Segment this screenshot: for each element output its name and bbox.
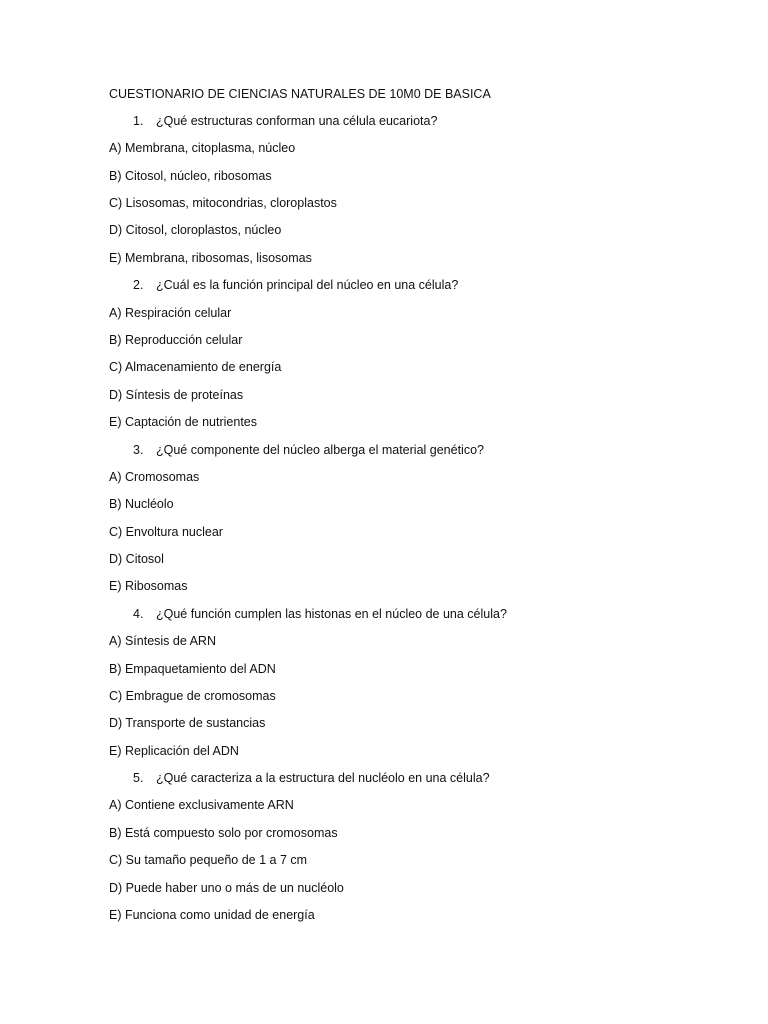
question-number: 1. (133, 114, 144, 128)
answer-option: E) Replicación del ADN (109, 744, 239, 758)
answer-option: B) Empaquetamiento del ADN (109, 662, 276, 676)
question-number: 4. (133, 607, 144, 621)
answer-option: E) Captación de nutrientes (109, 415, 258, 429)
answer-option: A) Síntesis de ARN (109, 634, 216, 648)
answer-option: D) Puede haber uno o más de un nucléolo (109, 881, 344, 895)
answer-option: D) Síntesis de proteínas (109, 388, 244, 402)
answer-option: C) Lisosomas, mitocondrias, cloroplastos (109, 196, 337, 210)
question-1 (133, 114, 437, 128)
answer-option: C) Su tamaño pequeño de 1 a 7 cm (109, 853, 308, 867)
answer-option: D) Citosol (109, 552, 164, 566)
question-3 (133, 443, 484, 457)
question-number: 2. (133, 278, 144, 292)
question-number: 5. (133, 771, 144, 785)
answer-option: E) Ribosomas (109, 579, 188, 593)
answer-option: A) Contiene exclusivamente ARN (109, 798, 294, 812)
answer-option: C) Almacenamiento de energía (109, 360, 282, 374)
question-text: ¿Qué estructuras conforman una célula eucariota? (156, 114, 438, 128)
answer-option: D) Transporte de sustancias (109, 716, 266, 730)
question-text: ¿Qué componente del núcleo alberga el material genético? (156, 443, 484, 457)
question-text: ¿Qué caracteriza a la estructura del nucléolo en una célula? (156, 771, 490, 785)
answer-option: A) Cromosomas (109, 470, 200, 484)
question-text: ¿Cuál es la función principal del núcleo en una célula? (156, 278, 459, 292)
answer-option: B) Reproducción celular (109, 333, 243, 347)
question-5 (133, 771, 490, 785)
answer-option: D) Citosol, cloroplastos, núcleo (109, 223, 282, 237)
question-number: 3. (133, 443, 144, 457)
question-2 (133, 278, 458, 292)
document-title: CUESTIONARIO DE CIENCIAS NATURALES DE 10M0 DE BASICA (109, 87, 491, 101)
answer-option: B) Nucléolo (109, 497, 174, 511)
answer-option: A) Membrana, citoplasma, núcleo (109, 141, 296, 155)
answer-option: B) Citosol, núcleo, ribosomas (109, 169, 272, 183)
answer-option: C) Envoltura nuclear (109, 525, 223, 539)
answer-option: B) Está compuesto solo por cromosomas (109, 826, 338, 840)
question-text: ¿Qué función cumplen las histonas en el núcleo de una célula? (156, 607, 507, 621)
question-4 (133, 607, 507, 621)
answer-option: A) Respiración celular (109, 306, 232, 320)
answer-option: E) Membrana, ribosomas, lisosomas (109, 251, 312, 265)
answer-option: E) Funciona como unidad de energía (109, 908, 315, 922)
answer-option: C) Embrague de cromosomas (109, 689, 276, 703)
